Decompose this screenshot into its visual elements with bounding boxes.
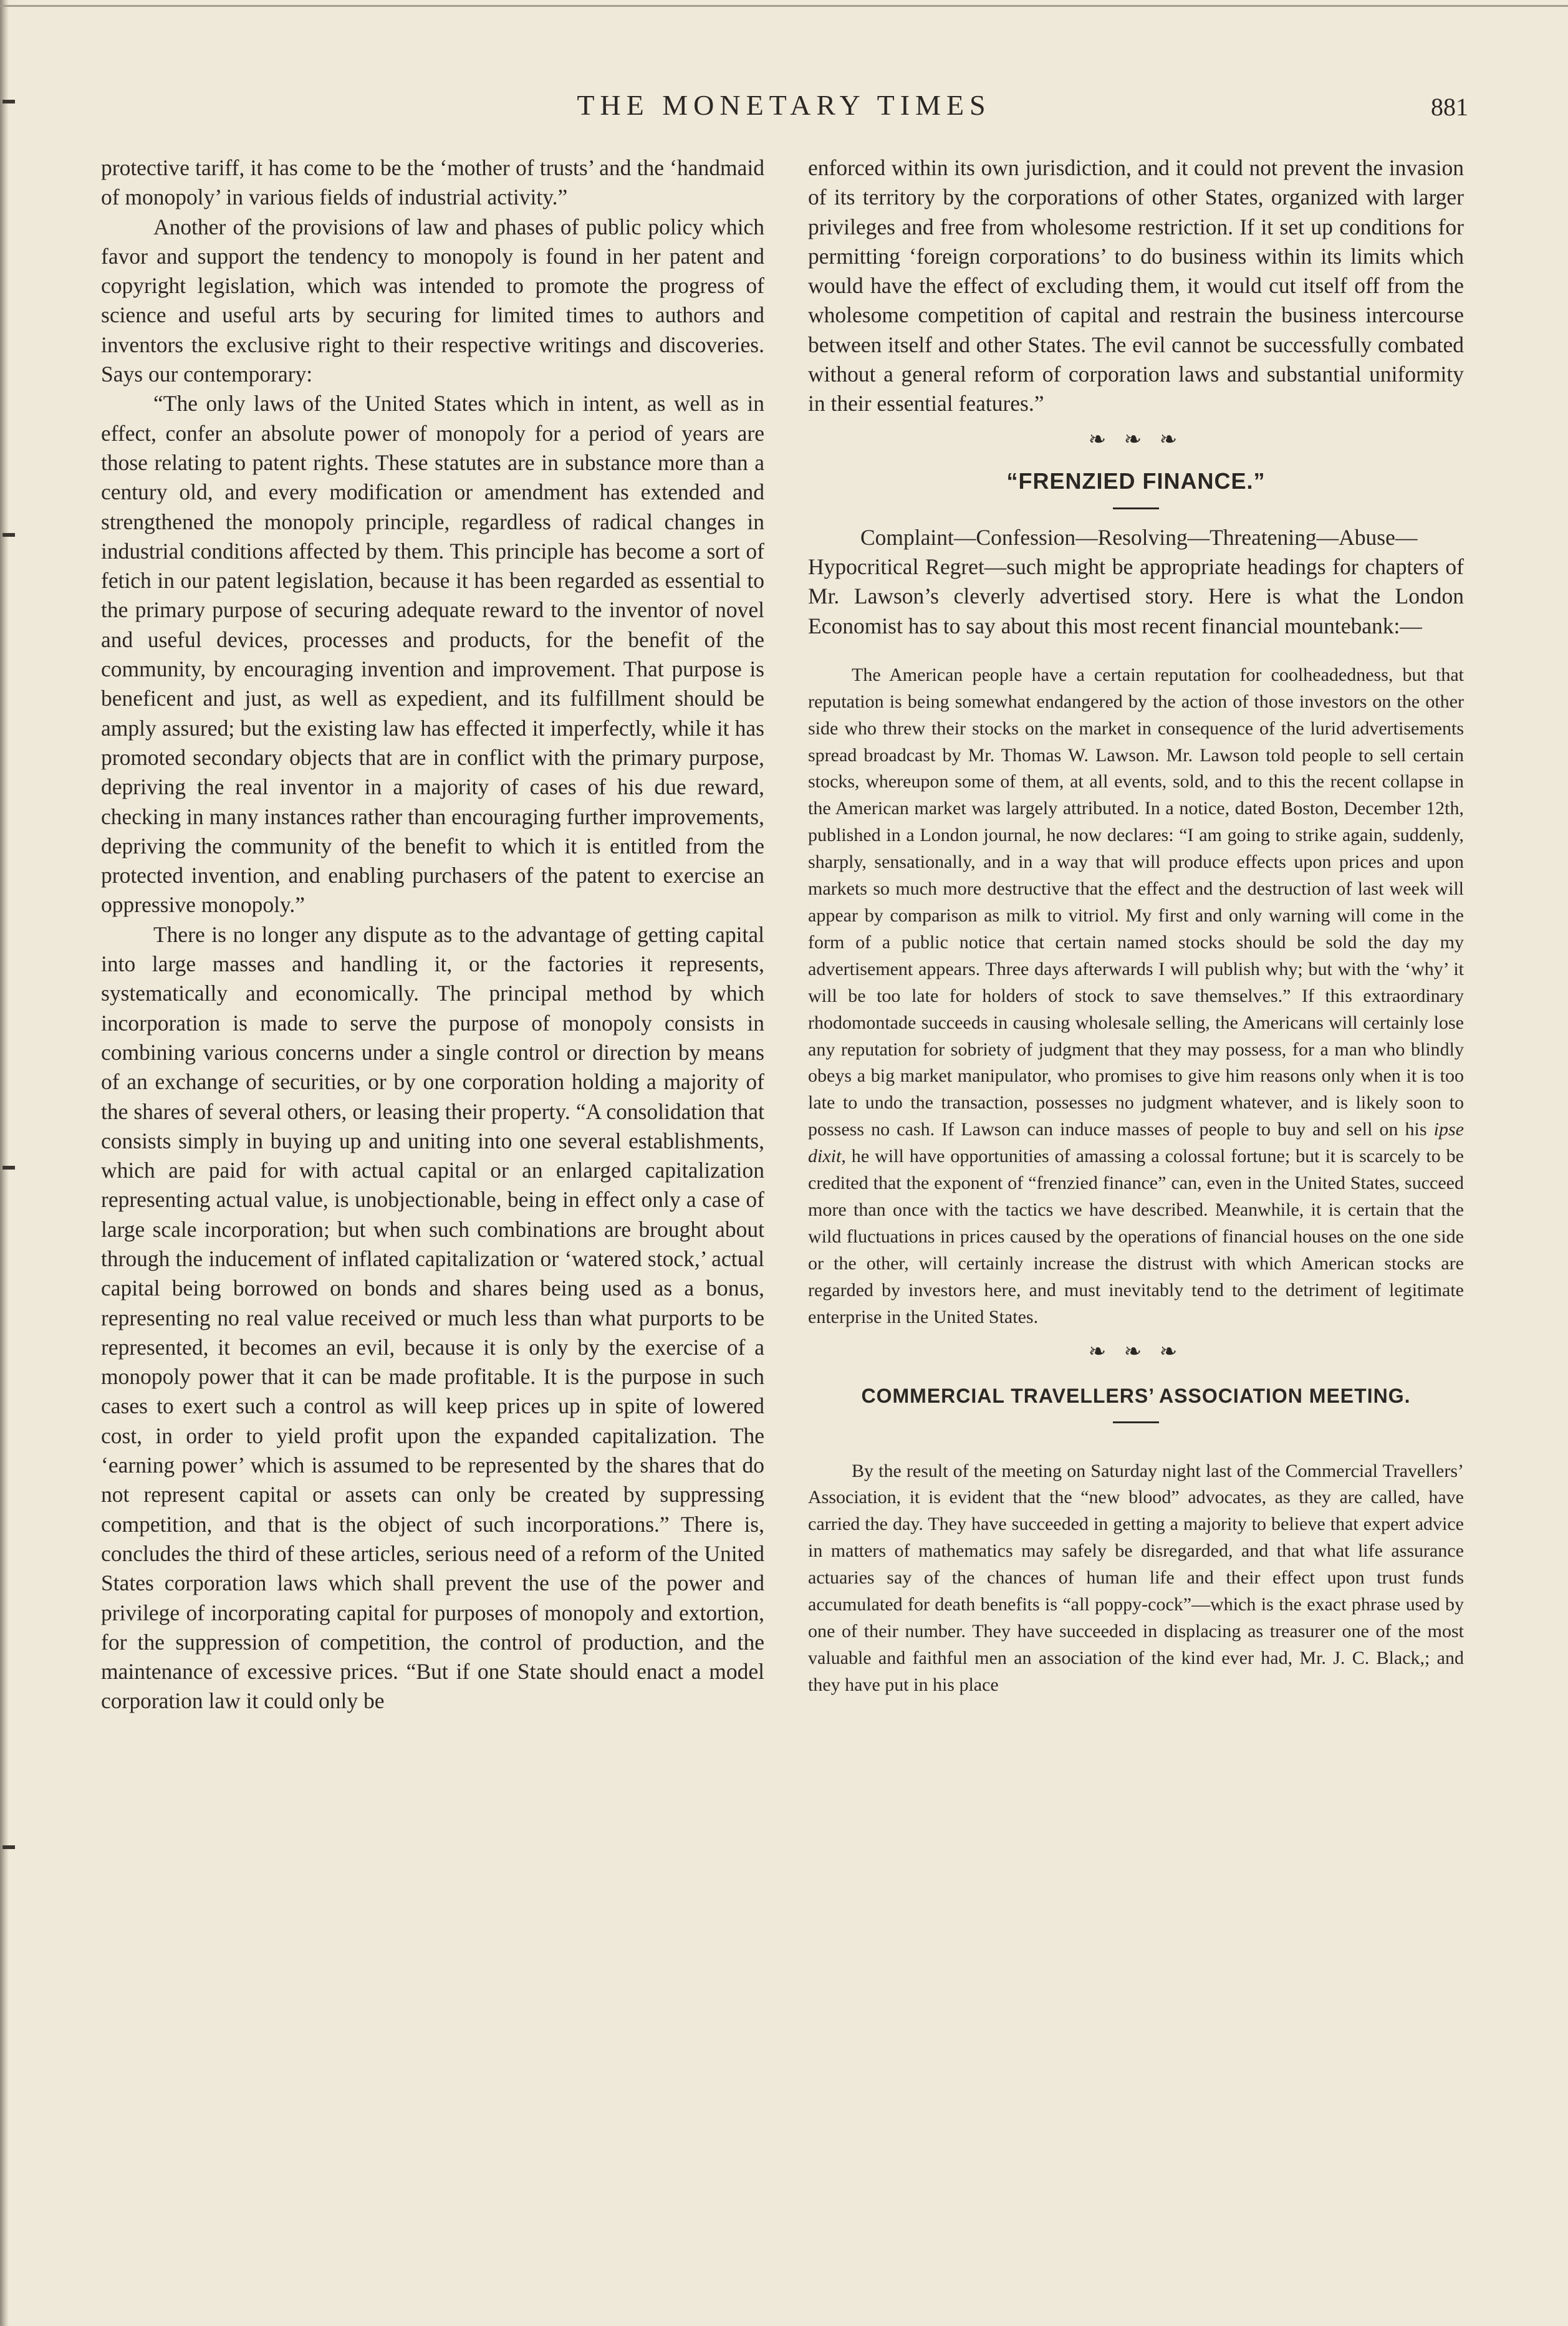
paragraph: By the result of the meeting on Saturday night last of the Commercial Travellers’ Association, it is evident that the “new blood” advocates, as they are called, have carried the day. They have succeeded in getting a majority to believe that expert advice in matters of mathematics may safely be disregarded, and that what life assurance actuaries say of the chances of human life and their effect upon trust funds accumulated for death benefits is “all poppy-cock”—which is the exact phrase used by one of their number. They have succeeded in displacing as treasurer one of the most valuable and faithful men an association of the kind ever had, Mr. J. C. Black,; and they have put in his place [808, 1460, 1464, 1695]
quote-italic-phrase: ipse dixit [808, 1119, 1464, 1167]
article-heading-commercial-travellers: COMMERCIAL TRAVELLERS’ ASSOCIATION MEETING. [861, 1384, 1411, 1407]
margin-mark [2, 1845, 15, 1849]
article-intro: Complaint—Confession—Resolving—Threatening—Abuse—Hypocritical Regret—such might be appropriate headings for chapters of Mr. Lawson’s cleverly advertised story. Here is what the London Economist has to say about this most recent financial mountebank:— [808, 524, 1464, 638]
top-rule [0, 5, 1568, 7]
paragraph: “The only laws of the United States which in intent, as well as in effect, confer an absolute power of monopoly for a period of years are those relating to patent rights. These statutes are in substance more than a century old, and every modification or amendment has extended and strengthened the monopoly principle, regardless of radical changes in industrial conditions affected by them. This principle has become a sort of fetich in our patent legislation, because it has been regarded as essential to the primary purpose of securing adequate reward to the inventor of novel and useful devices, processes and products, for the benefit of the community, by encouraging invention and improvement. That purpose is beneficent and just, as well as expedient, and its fulfillment should be amply assured; but the existing law has effected it imperfectly, while it has promoted secondary objects that are in conflict with the primary purpose, depriving the real inventor in a majority of cases of his due reward, checking in many instances rather than encouraging further improvements, depriving the community of the benefit to which it is entitled from the protected invention, and enabling purchasers of the patent to exercise an oppressive monopoly.” [101, 391, 764, 918]
paragraph: protective tariff, it has come to be the ‘mother of trusts’ and the ‘handmaid of monopoly’ in various fields of industrial activity.” [101, 155, 764, 210]
article-body [808, 1458, 1464, 1699]
article-heading-frenzied-finance: “FRENZIED FINANCE.” [1006, 468, 1266, 494]
quote-text: The American people have a certain reputation for coolheadedness, but that reputation is being somewhat endangered by the action of those investors on the other side who threw their stocks on the market in consequence of the lurid advertisements spread broadcast by Mr. Thomas W. Lawson. Mr. Lawson told people to sell certain stocks, whereupon some of them, at all events, sold, and to this the recent collapse in the American market was largely attributed. In a notice, dated Boston, December 12th, published in a London journal, he now declares: “I am going to strike again, suddenly, sharply, sensationally, and in a way that will produce effects upon prices and upon markets so much more destructive that the effect and the destruction of last week will appear by comparison as milk to vitriol. My first and only warning will come in the form of a public notice that certain named stocks should be sold the day my advertisement appears. Three days afterwards I will publish why; but with the ‘why’ it will be too late for holders of stock to save themselves.” If this extraordinary rhodomontade succeeds in causing wholesale selling, the Americans will certainly lose any reputation for sobriety of judgment that they may possess, for a man who blindly obeys a big market manipulator, who promises to give him reasons only when it is too late to undo the transaction, possesses no judgment whatever, and is likely soon to possess no cash. If Lawson can induce masses of people to buy and sell on his [808, 664, 1464, 1140]
quote-text: , he will have opportunities of amassing a colossal fortune; but it is scarcely to be credited that the exponent of “frenzied finance” can, even in the United States, succeed more than once with the tactics we have described. Meanwhile, it is certain that the wild fluctuations in prices caused by the operations of financial houses on the one side or the other, will certainly increase the distrust with which American stocks are regarded by investors here, and must inevitably tend to the detriment of legitimate enterprise in the United States. [808, 1146, 1464, 1327]
page-number: 881 [1431, 93, 1468, 121]
paragraph: Another of the provisions of law and phases of public policy which favor and support the tendency to monopoly is found in her patent and copyright legislation, which was intended to promote the progress of science and useful arts by securing for limited times to authors and inventors the exclusive right to their respective writings and discoveries. Says our contemporary: [101, 214, 764, 387]
heading-rule [1113, 507, 1159, 509]
right-column [808, 153, 1464, 1699]
margin-mark [2, 533, 15, 537]
section-separator: ❧ ❧ ❧ [1088, 428, 1184, 451]
economist-quote [808, 662, 1464, 1331]
section-separator: ❧ ❧ ❧ [1088, 1340, 1184, 1363]
left-column [101, 153, 764, 1716]
page-binding-edge [0, 0, 9, 2326]
paragraph: enforced within its own jurisdiction, and it could not prevent the invasion of its territory by the corporations of other States, organized with larger privileges and free from wholesome restriction. If it set up conditions for permitting ‘foreign corporations’ to do business within its limits which would have the effect of excluding them, it would cut itself off from the wholesome competition of capital and restrain the business intercourse between itself and other States. The evil cannot be successfully combated without a general reform of corporation laws and substantial uniformity in their essential features.” [808, 155, 1464, 416]
margin-mark [2, 1166, 15, 1170]
paragraph: There is no longer any dispute as to the advantage of getting capital into large masses and handling it, or the factories it represents, systematically and economically. The principal method by which incorporation is made to serve the purpose of monopoly consists in combining various concerns under a single control or direction by means of an exchange of securities, or by one corporation holding a majority of the shares of several others, or leasing their property. “A consolidation that consists simply in buying up and uniting into one several establishments, which are paid for with actual capital or an enlarged capitalization representing actual value, is unobjectionable, being in effect only a case of large scale incorporation; but when such combinations are brought about through the inducement of inflated capitalization or ‘watered stock,’ actual capital being borrowed on bonds and shares being used as a bonus, representing no real value received or much less than what purports to be represented, it becomes an evil, because it is only by the exercise of a monopoly power that it can be made profitable. It is the purpose in such cases to exert such a control as will keep prices up in spite of lowered cost, in order to yield profit upon the expanded capitalization. The ‘earning power’ which is assumed to be represented by the shares that do not represent capital or assets can only be created by suppressing competition, and that is the object of such incorporations.” There is, concludes the third of these articles, serious need of a reform of the United States corporation laws which shall prevent the use of the power and privilege of incorporating capital for purposes of monopoly and extortion, for the suppression of competition, the control of production, and the maintenance of excessive prices. “But if one State should enact a model corporation law it could only be [101, 921, 764, 1714]
running-header-title: THE MONETARY TIMES [577, 89, 991, 121]
heading-rule [1113, 1421, 1159, 1423]
